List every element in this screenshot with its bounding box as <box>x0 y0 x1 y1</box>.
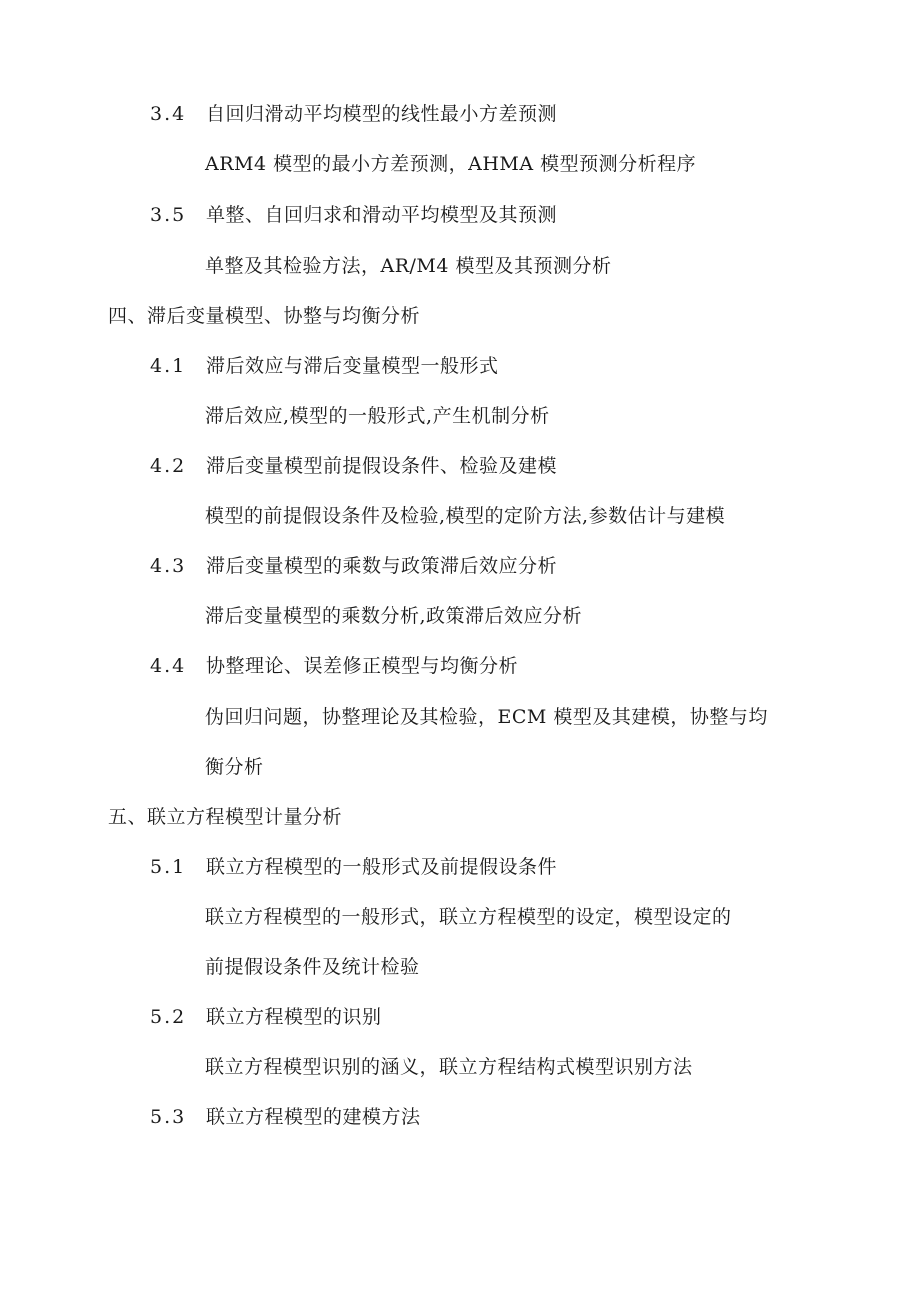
section-5-1-description-line-2: 前提假设条件及统计检验 <box>205 956 420 978</box>
section-number: 5.3 <box>150 1106 187 1128</box>
section-number: 4.4 <box>150 655 187 677</box>
section-number: 4.1 <box>150 355 187 377</box>
section-title: 滞后变量模型的乘数与政策滞后效应分析 <box>206 555 558 577</box>
section-title: 联立方程模型的识别 <box>206 1006 382 1028</box>
section-4-1-heading <box>150 354 499 378</box>
section-5-1-description-line-1: 联立方程模型的一般形式，联立方程模型的设定，模型设定的 <box>205 906 732 928</box>
section-4-2-description: 模型的前提假设条件及检验,模型的定阶方法,参数估计与建模 <box>205 505 726 527</box>
section-3-4-heading <box>150 102 557 126</box>
section-title: 自回归滑动平均模型的线性最小方差预测 <box>206 103 558 125</box>
section-number: 5.1 <box>150 856 187 878</box>
section-number: 3.5 <box>150 204 187 226</box>
chapter-4-heading: 四、滞后变量模型、协整与均衡分析 <box>108 305 421 327</box>
section-4-4-heading <box>150 654 518 678</box>
section-5-2-description: 联立方程模型识别的涵义，联立方程结构式模型识别方法 <box>205 1056 693 1078</box>
section-title: 滞后效应与滞后变量模型一般形式 <box>206 355 499 377</box>
section-3-5-description: 单整及其检验方法，AR/M4 模型及其预测分析 <box>205 255 612 277</box>
section-title: 联立方程模型的一般形式及前提假设条件 <box>206 856 558 878</box>
section-4-3-description: 滞后变量模型的乘数分析,政策滞后效应分析 <box>205 605 583 627</box>
section-number: 5.2 <box>150 1006 187 1028</box>
section-4-3-heading <box>150 554 557 578</box>
section-4-2-heading <box>150 454 557 478</box>
section-4-4-description-line-2: 衡分析 <box>205 756 264 778</box>
section-3-4-description: ARM4 模型的最小方差预测，AHMA 模型预测分析程序 <box>205 153 697 175</box>
section-number: 4.3 <box>150 555 187 577</box>
section-title: 联立方程模型的建模方法 <box>206 1106 421 1128</box>
section-title: 单整、自回归求和滑动平均模型及其预测 <box>206 204 558 226</box>
section-3-5-heading <box>150 203 557 227</box>
section-5-3-heading <box>150 1105 421 1129</box>
section-4-4-description-line-1: 伪回归问题，协整理论及其检验，ECM 模型及其建模，协整与均 <box>205 706 768 728</box>
section-title: 协整理论、误差修正模型与均衡分析 <box>206 655 519 677</box>
section-4-1-description: 滞后效应,模型的一般形式,产生机制分析 <box>205 405 550 427</box>
section-number: 3.4 <box>150 103 187 125</box>
chapter-5-heading: 五、联立方程模型计量分析 <box>108 806 343 828</box>
section-5-2-heading <box>150 1005 382 1029</box>
section-number: 4.2 <box>150 455 187 477</box>
section-title: 滞后变量模型前提假设条件、检验及建模 <box>206 455 558 477</box>
section-5-1-heading <box>150 855 557 879</box>
